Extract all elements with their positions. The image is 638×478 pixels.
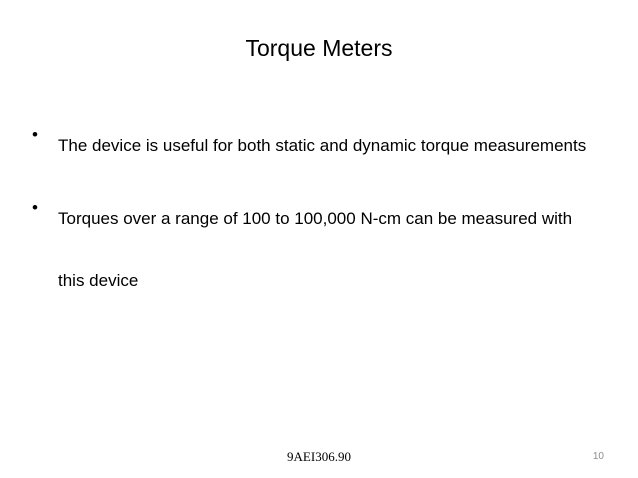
bullet-marker: • [32,198,38,217]
bullet-text: The device is useful for both static and dynamic torque measurements [58,136,587,155]
bullet-marker: • [32,125,38,144]
footer-code: 9AEI306.90 [287,449,351,464]
bullet-item [32,115,602,177]
slide-title: Torque Meters [245,35,393,61]
page-number: 10 [592,451,604,462]
bullet-text: Torques over a range of 100 to 100,000 N-cm can be measured with this device [58,209,573,290]
bullet-list [32,126,602,334]
bullet-item [32,188,602,312]
